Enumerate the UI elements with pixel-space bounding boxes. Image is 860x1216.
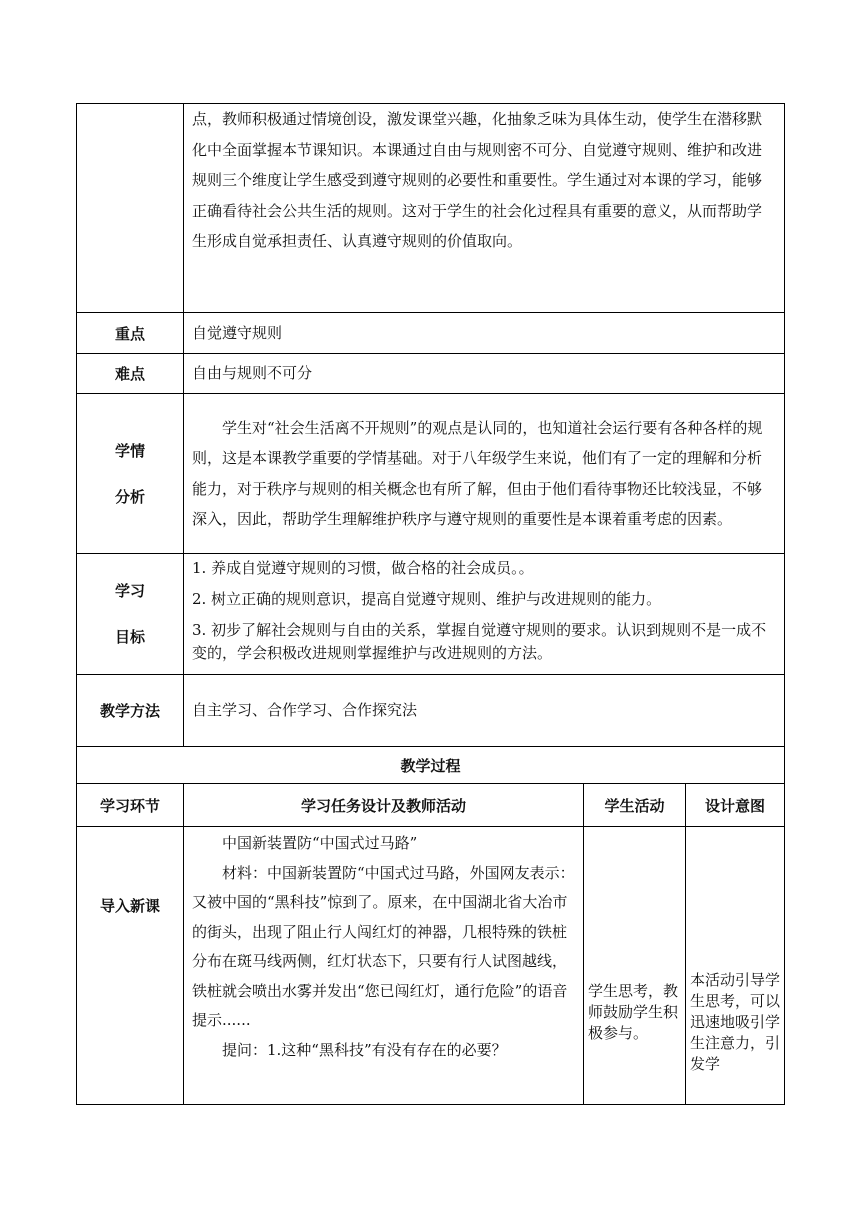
design-intent: 本活动引导学生思考，可以迅速地吸引学生注意力，引发学 bbox=[686, 827, 785, 1105]
column-header-row bbox=[77, 784, 785, 827]
intro-row bbox=[77, 104, 785, 313]
lesson-plan-table bbox=[76, 103, 785, 1105]
key-point-row bbox=[77, 313, 785, 354]
difficulty-label: 难点 bbox=[77, 354, 184, 394]
task-title: 中国新装置防“中国式过马路” bbox=[222, 834, 418, 852]
column-header-intent: 设计意图 bbox=[686, 784, 785, 827]
column-header-task: 学习任务设计及教师活动 bbox=[184, 784, 584, 827]
goals-label bbox=[77, 554, 184, 675]
task-question: 提问：1.这种“黑科技”有没有存在的必要？ bbox=[222, 1040, 507, 1059]
difficulty-row bbox=[77, 354, 785, 394]
method-value: 自主学习、合作学习、合作探究法 bbox=[184, 675, 785, 747]
student-activity: 学生思考，教师鼓励学生积极参与。 bbox=[584, 827, 686, 1105]
goals-row bbox=[77, 554, 785, 675]
column-header-stage: 学习环节 bbox=[77, 784, 184, 827]
goals-list bbox=[184, 554, 785, 675]
analysis-text: 学生对“社会生活离不开规则”的观点是认同的，也知道社会运行要有各种各样的规则，这是本课教学重要的学情基础。对于八年级学生来说，他们有了一定的理解和分析能力，对于秩序与规则的相关概念也有所了解，但由于他们看待事物还比较浅显，不够深入，因此，帮助学生理解维护秩序与遵守规则的重要性是本课着重考虑的因素。 bbox=[184, 394, 785, 554]
key-point-value: 自觉遵守规则 bbox=[184, 313, 785, 354]
process-title-row bbox=[77, 747, 785, 784]
stage-name: 导入新课 bbox=[77, 827, 184, 1105]
intro-stage-row bbox=[77, 827, 785, 1105]
method-label: 教学方法 bbox=[77, 675, 184, 747]
intro-blank-cell bbox=[77, 104, 184, 313]
goals-label-line-2: 目标 bbox=[114, 628, 145, 646]
goal-item: 3. 初步了解社会规则与自由的关系，掌握自觉遵守规则的要求。认识到规则不是一成不变的，学会积极改进规则掌握维护与改进规则的方法。 bbox=[192, 621, 767, 662]
analysis-label bbox=[77, 394, 184, 554]
task-material: 材料：中国新装置防“中国式过马路，外国网友表示：又被中国的“黑科技”惊到了。原来，在中国湖北省大冶市的街头，出现了阻止行人闯红灯的神器，几根特殊的铁桩分布在斑马线两侧，红灯状态下，只要有行人试图越线，铁桩就会喷出水雾并发出“您已闯红灯，通行危险”的语音提示...... bbox=[192, 863, 575, 1029]
column-header-student: 学生活动 bbox=[584, 784, 686, 827]
goal-item: 1. 养成自觉遵守规则的习惯，做合格的社会成员。。 bbox=[192, 559, 534, 577]
goals-label-line-1: 学习 bbox=[114, 582, 145, 600]
analysis-label-line-2: 分析 bbox=[114, 487, 145, 506]
key-point-label: 重点 bbox=[77, 313, 184, 354]
method-row bbox=[77, 675, 785, 747]
analysis-row bbox=[77, 394, 785, 554]
process-title: 教学过程 bbox=[77, 747, 785, 784]
task-cell bbox=[184, 827, 584, 1105]
analysis-label-line-1: 学情 bbox=[114, 441, 145, 460]
difficulty-value: 自由与规则不可分 bbox=[184, 354, 785, 394]
goal-item: 2. 树立正确的规则意识，提高自觉遵守规则、维护与改进规则的能力。 bbox=[192, 590, 662, 608]
intro-text: 点，教师积极通过情境创设，激发课堂兴趣，化抽象乏味为具体生动，使学生在潜移默化中全面掌握本节课知识。本课通过自由与规则密不可分、自觉遵守规则、维护和改进规则三个维度让学生感受到遵守规则的必要性和重要性。学生通过对本课的学习，能够正确看待社会公共生活的规则。这对于学生的社会化过程具有重要的意义，从而帮助学生形成自觉承担责任、认真遵守规则的价值取向。 bbox=[184, 104, 785, 313]
